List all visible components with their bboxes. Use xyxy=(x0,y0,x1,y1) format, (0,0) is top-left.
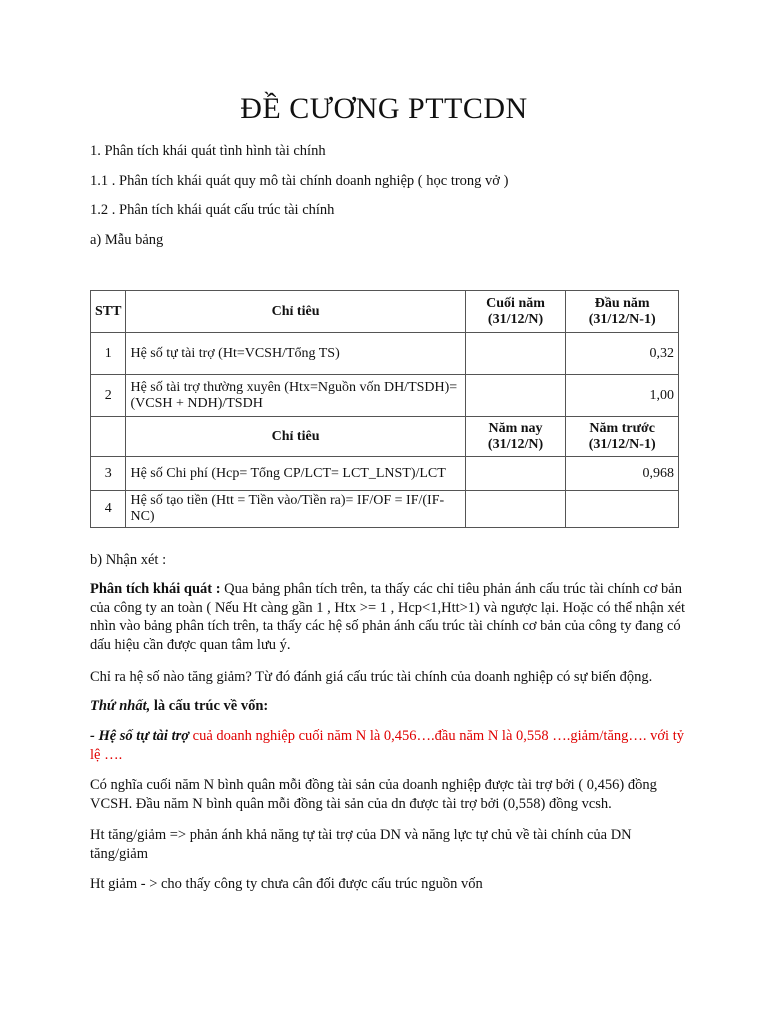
row-start-value xyxy=(566,491,679,528)
analysis-paragraph-2: Chỉ ra hệ số nào tăng giảm? Từ đó đánh giá cấu trúc tài chính của doanh nghiệp có sự biến động. xyxy=(90,669,653,685)
table-row xyxy=(91,457,679,491)
table-row xyxy=(91,375,679,417)
row-stt: 2 xyxy=(91,375,126,417)
row-start-value: 1,00 xyxy=(566,375,679,417)
ratio-table xyxy=(90,290,679,528)
subheader-nam-nay: Năm nay (31/12/N) xyxy=(465,417,566,457)
header-chi-tieu: Chỉ tiêu xyxy=(126,291,465,333)
section-a-heading: a) Mẫu bảng xyxy=(90,232,164,248)
subheader-chi-tieu: Chỉ tiêu xyxy=(126,417,465,457)
analysis-paragraph-7: Ht giảm - > cho thấy công ty chưa cân đối được cấu trúc nguồn vốn xyxy=(90,876,483,892)
thu-nhat-label: Thứ nhất, xyxy=(90,698,151,714)
header-dau-nam: Đầu năm (31/12/N-1) xyxy=(566,291,679,333)
header-stt: STT xyxy=(91,291,126,333)
header-cuoi-nam: Cuối năm (31/12/N) xyxy=(465,291,566,333)
analysis-paragraph-6: Ht tăng/giảm => phản ánh khả năng tự tài trợ của DN và năng lực tự chủ về tài chính của DN tăng/giảm xyxy=(90,827,632,862)
row-name: Hệ số tạo tiền (Htt = Tiền vào/Tiền ra)= IF/OF = IF/(IF-NC) xyxy=(126,491,465,528)
row-name: Hệ số tài trợ thường xuyên (Htx=Nguồn vốn DH/TSDH)=(VCSH + NDH)/TSDH xyxy=(126,375,465,417)
he-so-tu-tai-tro-text: cuả doanh nghiệp cuối năm N là 0,456….đầu năm N là 0,558 ….giảm/tăng…. với tỷ lệ …. xyxy=(90,728,684,763)
row-start-value: 0,968 xyxy=(566,457,679,491)
thu-nhat-text: là cấu trúc về vốn: xyxy=(150,698,269,714)
table-row xyxy=(91,491,679,528)
row-stt: 3 xyxy=(91,457,126,491)
table-header-row xyxy=(91,291,679,333)
analysis-label: Phân tích khái quát : xyxy=(90,581,221,597)
analysis-text: Qua bảng phân tích trên, ta thấy các chỉ tiêu phản ánh cấu trúc tài chính cơ bản của công ty an toàn ( Nếu Ht càng gần 1 , Htx >= 1 , Hcp<1,Htt>1) và ngược lại. Hoặc có thể nhận xét nhìn vào bảng phân tích trên, ta thấy các hệ số phản ánh cấu trúc tài chính cơ bản của công ty đang có dấu hiệu cần được quan tâm lưu ý. xyxy=(90,581,686,653)
row-start-value: 0,32 xyxy=(566,333,679,375)
section-1-2-heading: 1.2 . Phân tích khái quát cấu trúc tài chính xyxy=(90,202,335,218)
row-end-value xyxy=(465,375,566,417)
document-title: ĐỀ CƯƠNG PTTCDN xyxy=(240,92,528,125)
section-b-heading: b) Nhận xét : xyxy=(90,552,167,568)
table-subheader-row xyxy=(91,417,679,457)
subheader-empty-cell xyxy=(91,417,126,457)
he-so-tu-tai-tro-label: - Hệ số tự tài trợ xyxy=(90,728,190,744)
analysis-paragraph-1 xyxy=(90,580,690,654)
row-stt: 1 xyxy=(91,333,126,375)
table-row xyxy=(91,333,679,375)
section-1-1-heading: 1.1 . Phân tích khái quát quy mô tài chính doanh nghiệp ( học trong vở ) xyxy=(90,173,509,189)
analysis-paragraph-4 xyxy=(90,727,690,764)
row-end-value xyxy=(465,491,566,528)
row-name: Hệ số tự tài trợ (Ht=VCSH/Tổng TS) xyxy=(126,333,465,375)
subheader-nam-truoc: Năm trước (31/12/N-1) xyxy=(566,417,679,457)
row-end-value xyxy=(465,333,566,375)
section-1-heading: 1. Phân tích khái quát tình hình tài chính xyxy=(90,143,326,159)
row-stt: 4 xyxy=(91,491,126,528)
analysis-paragraph-5: Có nghĩa cuối năm N bình quân mỗi đồng tài sản của doanh nghiệp được tài trợ bởi ( 0,456) đồng VCSH. Đầu năm N bình quân mỗi đồng tài sản của dn được tài trợ bởi (0,558) đồng vcsh. xyxy=(90,777,657,812)
row-name: Hệ số Chi phí (Hcp= Tổng CP/LCT= LCT_LNST)/LCT xyxy=(126,457,465,491)
analysis-paragraph-3 xyxy=(90,697,690,716)
row-end-value xyxy=(465,457,566,491)
